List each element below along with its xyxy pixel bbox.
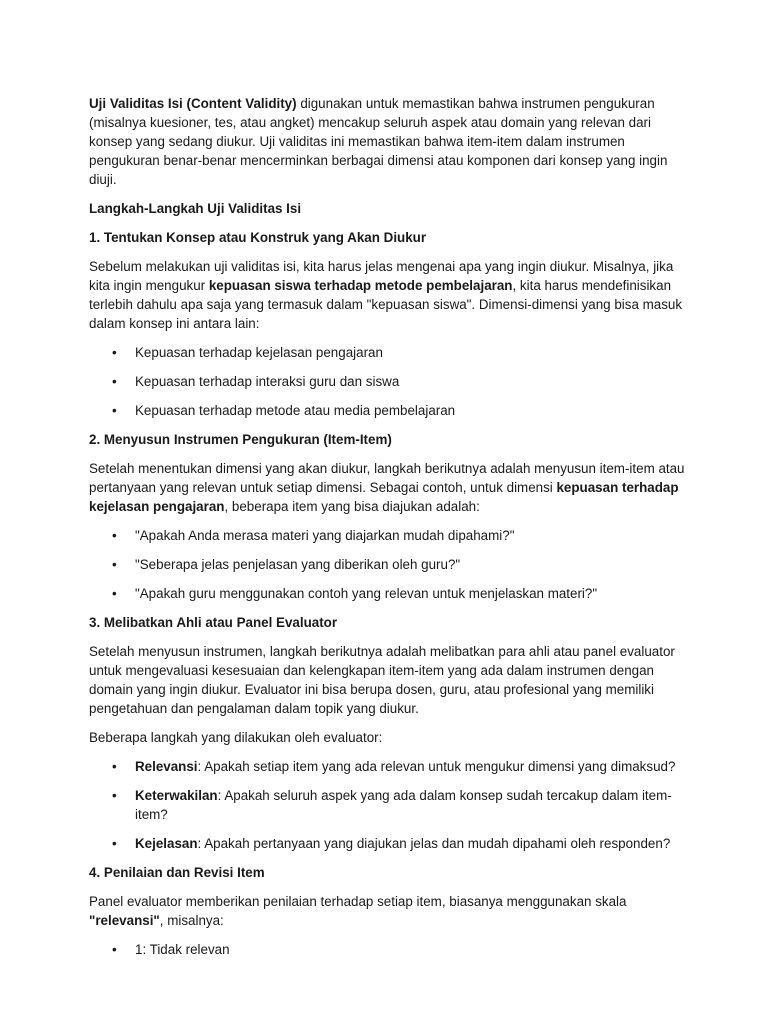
list-item [89, 786, 689, 824]
step4-bold: "relevansi" [89, 913, 160, 928]
list-item: • "Seberapa jelas penjelasan yang diberikan oleh guru?" [89, 555, 689, 574]
intro-text: digunakan untuk memastikan bahwa instrumen pengukuran (misalnya kuesioner, tes, atau angket) mencakup seluruh aspek atau domain yang relevan dari konsep yang sedang diukur. Uji validitas ini memastikan bahwa item-item dalam instrumen pengukuran benar-benar mencerminkan berbagai dimensi atau komponen dari konsep yang ingin diuji. [89, 96, 668, 187]
list-item: • Kepuasan terhadap interaksi guru dan siswa [89, 372, 689, 391]
list-item: • "Apakah Anda merasa materi yang diajarkan mudah dipahami?" [89, 526, 689, 545]
list-item: • "Apakah guru menggunakan contoh yang relevan untuk menjelaskan materi?" [89, 584, 689, 603]
step3-title: 3. Melibatkan Ahli atau Panel Evaluator [89, 615, 338, 630]
step1-title: 1. Tentukan Konsep atau Konstruk yang Akan Diukur [89, 230, 427, 245]
step3-paragraph-1: Setelah menyusun instrumen, langkah berikutnya adalah melibatkan para ahli atau panel evaluator untuk mengevaluasi kesesuaian dan kelengkapan item-item yang ada dalam instrumen dengan domain yang ingin diukur. Evaluator ini bisa berupa dosen, guru, atau profesional yang memiliki pengetahuan dan pengalaman dalam topik yang diukur. [89, 644, 675, 716]
step2-list [89, 526, 689, 603]
criterion-text: : Apakah pertanyaan yang diajukan jelas dan mudah dipahami oleh responden? [197, 836, 671, 851]
step3-paragraph-2: Beberapa langkah yang dilakukan oleh evaluator: [89, 730, 383, 745]
criterion-term: Relevansi [135, 759, 198, 774]
intro-bold-term: Uji Validitas Isi (Content Validity) [89, 96, 297, 111]
steps-title: Langkah-Langkah Uji Validitas Isi [89, 201, 302, 216]
criterion-term: Kejelasan [135, 836, 198, 851]
list-item: • Kepuasan terhadap kejelasan pengajaran [89, 343, 689, 362]
step4-text-a: Panel evaluator memberikan penilaian terhadap setiap item, biasanya menggunakan skala [89, 894, 627, 909]
document-page [89, 94, 689, 969]
step4-text-b: , misalnya: [159, 913, 224, 928]
criterion-term: Keterwakilan [135, 788, 218, 803]
step3-list [89, 757, 689, 853]
step1-text-b: , kita harus mendefinisikan terlebih dahulu apa saja yang termasuk dalam "kepuasan siswa". Dimensi-dimensi yang bisa masuk dalam konsep ini antara lain: [89, 278, 683, 331]
step1-text-a: Sebelum melakukan uji validitas isi, kita harus jelas mengenai apa yang ingin diukur. Misalnya, jika kita ingin mengukur [89, 259, 674, 293]
list-item [89, 834, 689, 853]
step1-list [89, 343, 689, 420]
list-item [89, 757, 689, 776]
step2-paragraph [89, 459, 689, 516]
step2-bold: kepuasan terhadap kejelasan pengajaran [89, 480, 679, 514]
step4-list [89, 940, 689, 959]
list-item: • Kepuasan terhadap metode atau media pembelajaran [89, 401, 689, 420]
intro-paragraph [89, 94, 689, 189]
step2-text-b: , beberapa item yang bisa diajukan adalah: [224, 499, 480, 514]
step4-paragraph [89, 892, 689, 930]
step2-title: 2. Menyusun Instrumen Pengukuran (Item-Item) [89, 432, 392, 447]
step1-paragraph [89, 257, 689, 333]
step4-title: 4. Penilaian dan Revisi Item [89, 865, 265, 880]
step2-text-a: Setelah menentukan dimensi yang akan diukur, langkah berikutnya adalah menyusun item-item atau pertanyaan yang relevan untuk setiap dimensi. Sebagai contoh, untuk dimensi [89, 461, 685, 495]
step1-bold: kepuasan siswa terhadap metode pembelajaran [208, 278, 513, 293]
list-item: • 1: Tidak relevan [89, 940, 689, 959]
criterion-text: : Apakah setiap item yang ada relevan untuk mengukur dimensi yang dimaksud? [197, 759, 676, 774]
criterion-text: : Apakah seluruh aspek yang ada dalam konsep sudah tercakup dalam item-item? [135, 788, 672, 822]
